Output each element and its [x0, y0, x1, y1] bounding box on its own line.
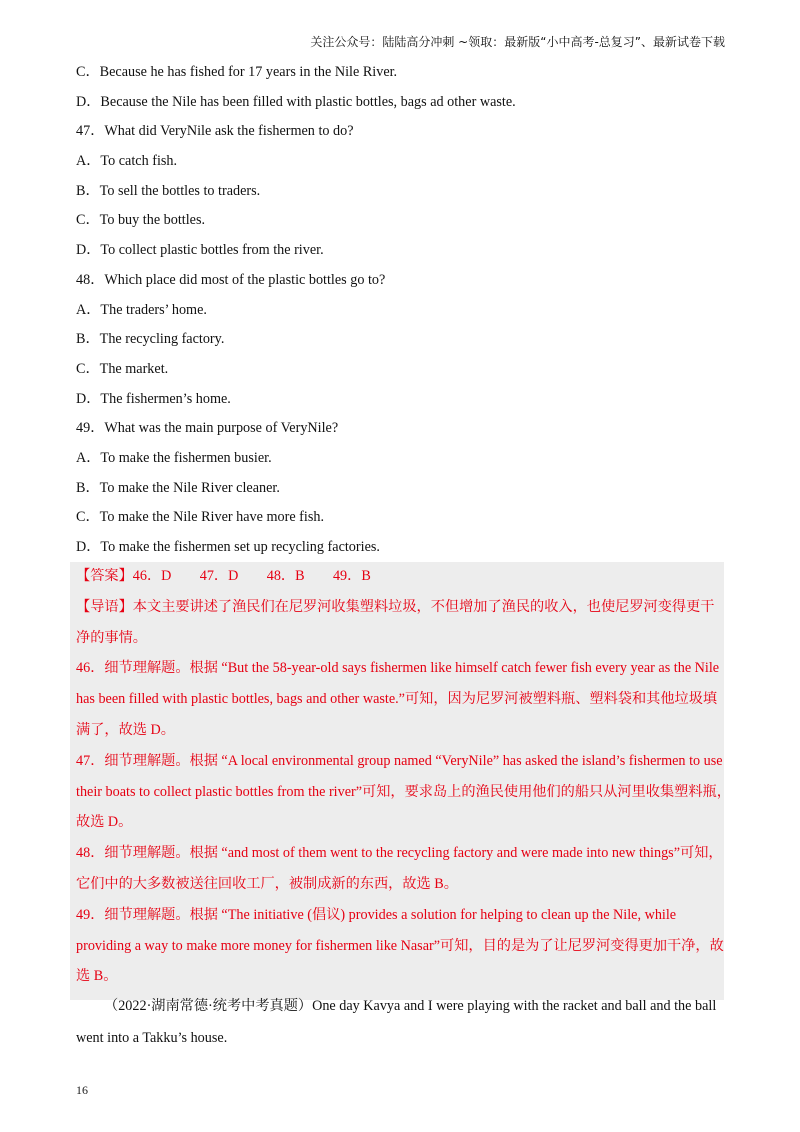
next-passage	[76, 990, 726, 1054]
guide-line: 【导语】本文主要讲述了渔民们在尼罗河收集塑料垃圾，不但增加了渔民的收入，也使尼罗河变得更干	[76, 598, 715, 615]
option-line: B．The recycling factory.	[76, 331, 225, 348]
question-stem: 48．Which place did most of the plastic bottles go to?	[76, 271, 386, 288]
explanation-line: their boats to collect plastic bottles from the river”可知，要求岛上的渔民使用他们的船只从河里收集塑料瓶，	[76, 783, 731, 800]
option-line: A．The traders’ home.	[76, 301, 207, 318]
option-line: D．The fishermen’s home.	[76, 390, 231, 407]
explanation-line: 故选 D。	[76, 814, 133, 831]
explanation-line: 49．细节理解题。根据 “The initiative (倡议) provides a solution for helping to clean up the Nile, while	[76, 906, 677, 923]
option-line: C．The market.	[76, 360, 169, 377]
passage-line: （2022·湖南常德·统考中考真题）One day Kavya and I were playing with the racket and ball and the ball	[104, 998, 717, 1014]
explanation-line: has been filled with plastic bottles, bags and other waste.”可知，因为尼罗河被塑料瓶、塑料袋和其他垃圾填	[76, 691, 718, 708]
question-list	[76, 60, 726, 565]
option-line: C．Because he has fished for 17 years in the Nile River.	[76, 64, 398, 80]
option-line: A．To make the fishermen busier.	[76, 449, 272, 466]
question-stem: 47．What did VeryNile ask the fishermen to do?	[76, 123, 354, 140]
passage-line: went into a Takku’s house.	[76, 1030, 228, 1046]
option-line: D．To make the fishermen set up recycling factories.	[76, 539, 380, 555]
guide-line: 净的事情。	[76, 629, 147, 646]
option-line: D．Because the Nile has been filled with plastic bottles, bags ad other waste.	[76, 93, 516, 110]
explanation-line: 选 B。	[76, 968, 118, 985]
explanation-line: 48．细节理解题。根据 “and most of them went to the recycling factory and were made into new things”可知，	[76, 845, 723, 862]
explanation-line: 它们中的大多数被送往回收工厂，被制成新的东西，故选 B。	[76, 875, 458, 892]
explanation-line: 46．细节理解题。根据 “But the 58-year-old says fishermen like himself catch fewer fish every year as the Nile	[76, 660, 720, 677]
explanation-line: 47．细节理解题。根据 “A local environmental group named “VeryNile” has asked the island’s fishermen to use	[76, 752, 723, 769]
question-stem: 49．What was the main purpose of VeryNile?	[76, 420, 339, 437]
option-line: B．To sell the bottles to traders.	[76, 182, 261, 199]
explanation-line: providing a way to make more money for fishermen like Nasar”可知，目的是为了让尼罗河变得更加干净，故	[76, 937, 724, 954]
option-line: C．To make the Nile River have more fish.	[76, 509, 325, 526]
answer-key-line: 【答案】46．D 47．D 48．B 49．B	[76, 568, 371, 584]
answer-explanation-box	[70, 562, 731, 1000]
explanation-line: 满了，故选 D。	[76, 721, 175, 738]
option-line: A．To catch fish.	[76, 153, 178, 170]
page-number: 16	[76, 1083, 88, 1097]
option-line: B．To make the Nile River cleaner.	[76, 479, 280, 496]
option-line: D．To collect plastic bottles from the river.	[76, 242, 324, 259]
option-line: C．To buy the bottles.	[76, 212, 206, 229]
page-header: 关注公众号：陆陆高分冲刺 ~领取：最新版“小中高考-总复习”、最新试卷下载	[310, 35, 725, 49]
